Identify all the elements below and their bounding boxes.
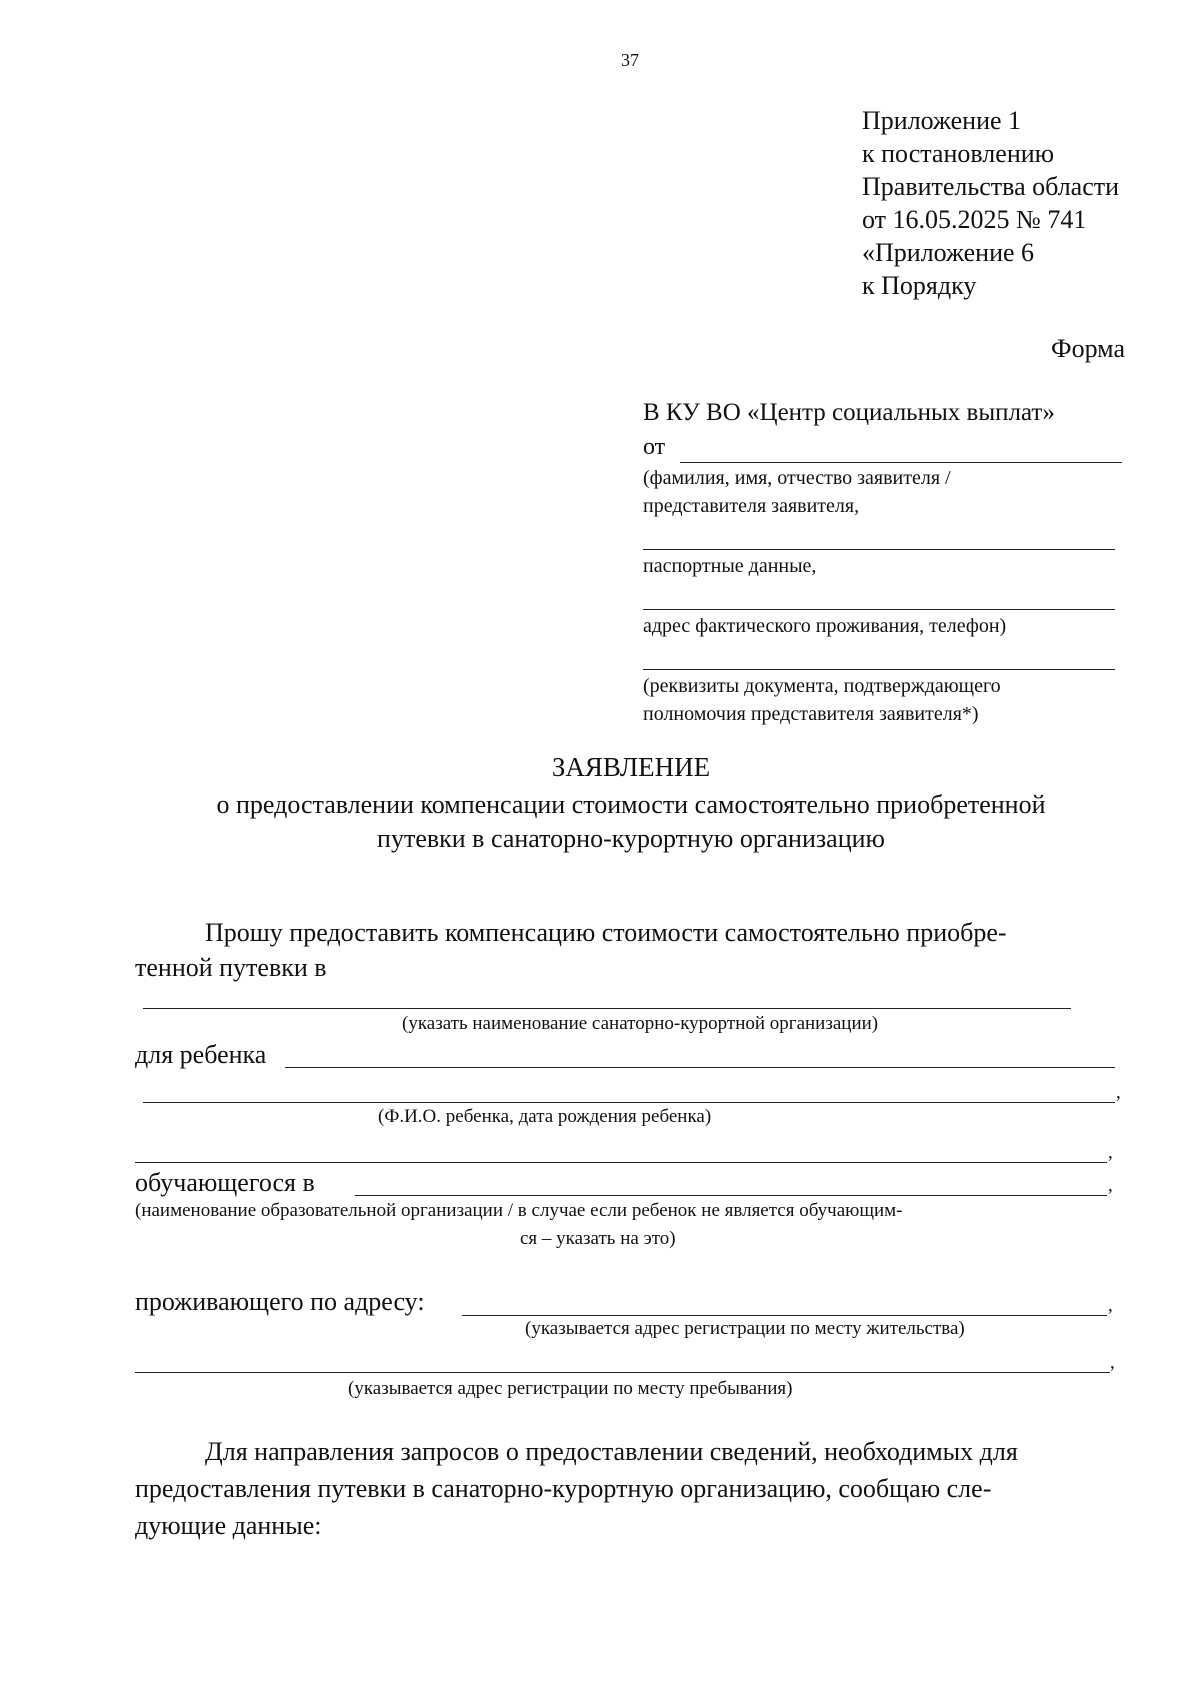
passport-line[interactable] <box>643 549 1115 550</box>
hint-school: (наименование образовательной организации / в случае если ребенок не является обучающим- <box>135 1200 903 1221</box>
request-line-1: Прошу предоставить компенсацию стоимости самостоятельно приобре- <box>205 918 1007 947</box>
appendix-block <box>862 104 1119 302</box>
appendix-line: «Приложение 6 <box>862 238 1035 267</box>
page-number: 37 <box>621 50 639 70</box>
hint-documents-authority: полномочия представителя заявителя*) <box>643 703 979 725</box>
studying-at-label: обучающегося в <box>135 1168 315 1197</box>
child-line-3[interactable] <box>135 1162 1107 1163</box>
comma: , <box>1108 1295 1113 1316</box>
appendix-line: Правительства области <box>862 172 1120 201</box>
hint-applicant-name: (фамилия, имя, отчество заявителя / <box>643 467 951 489</box>
hint-school-continued: ся – указать на это) <box>520 1228 676 1249</box>
living-at-label: проживающего по адресу: <box>135 1287 425 1316</box>
applicant-name-line[interactable] <box>680 462 1122 463</box>
child-line-2[interactable] <box>143 1102 1115 1103</box>
child-line-1[interactable] <box>285 1067 1115 1068</box>
comma: , <box>1110 1352 1115 1373</box>
comma: , <box>1108 1175 1113 1196</box>
comma: , <box>1108 1142 1113 1163</box>
appendix-line: от 16.05.2025 № 741 <box>862 205 1087 234</box>
documents-line[interactable] <box>643 669 1115 670</box>
hint-address: адрес фактического проживания, телефон) <box>643 615 1007 637</box>
closing-line-2: предоставления путевки в санаторно-курортную организацию, сообщаю сле- <box>135 1474 992 1503</box>
document-subtitle: о предоставлении компенсации стоимости самостоятельно приобретенной путевки в санаторно-курортную организацию <box>216 790 1046 853</box>
hint-passport: паспортные данные, <box>643 555 817 577</box>
document-title: ЗАЯВЛЕНИЕ <box>551 752 711 782</box>
appendix-line: к постановлению <box>862 139 1055 168</box>
stay-address-line[interactable] <box>135 1372 1110 1373</box>
hint-residence: (указывается адрес регистрации по месту жительства) <box>525 1318 965 1339</box>
recipient-to: В КУ ВО «Центр социальных выплат» <box>643 399 1055 426</box>
hint-sanatorium: (указать наименование санаторно-курортной организации) <box>402 1013 879 1034</box>
residence-address-line[interactable] <box>462 1315 1107 1316</box>
comma: , <box>1116 1082 1121 1103</box>
hint-documents: (реквизиты документа, подтверждающего <box>643 675 1001 697</box>
hint-stay: (указывается адрес регистрации по месту пребывания) <box>348 1378 793 1399</box>
request-line-2: тенной путевки в <box>135 953 327 982</box>
closing-line-1: Для направления запросов о предоставлении сведений, необходимых для <box>205 1437 1018 1466</box>
address-line[interactable] <box>643 609 1115 610</box>
form-label: Форма <box>1051 334 1125 363</box>
appendix-line: Приложение 1 <box>862 106 1022 135</box>
sanatorium-name-line[interactable] <box>143 1008 1071 1009</box>
appendix-line: к Порядку <box>862 271 977 300</box>
closing-line-3: дующие данные: <box>135 1511 322 1540</box>
hint-applicant-representative: представителя заявителя, <box>643 495 860 517</box>
hint-child: (Ф.И.О. ребенка, дата рождения ребенка) <box>378 1106 712 1127</box>
school-line[interactable] <box>355 1195 1107 1196</box>
for-child-label: для ребенка <box>135 1040 267 1069</box>
from-label: от <box>643 434 666 460</box>
